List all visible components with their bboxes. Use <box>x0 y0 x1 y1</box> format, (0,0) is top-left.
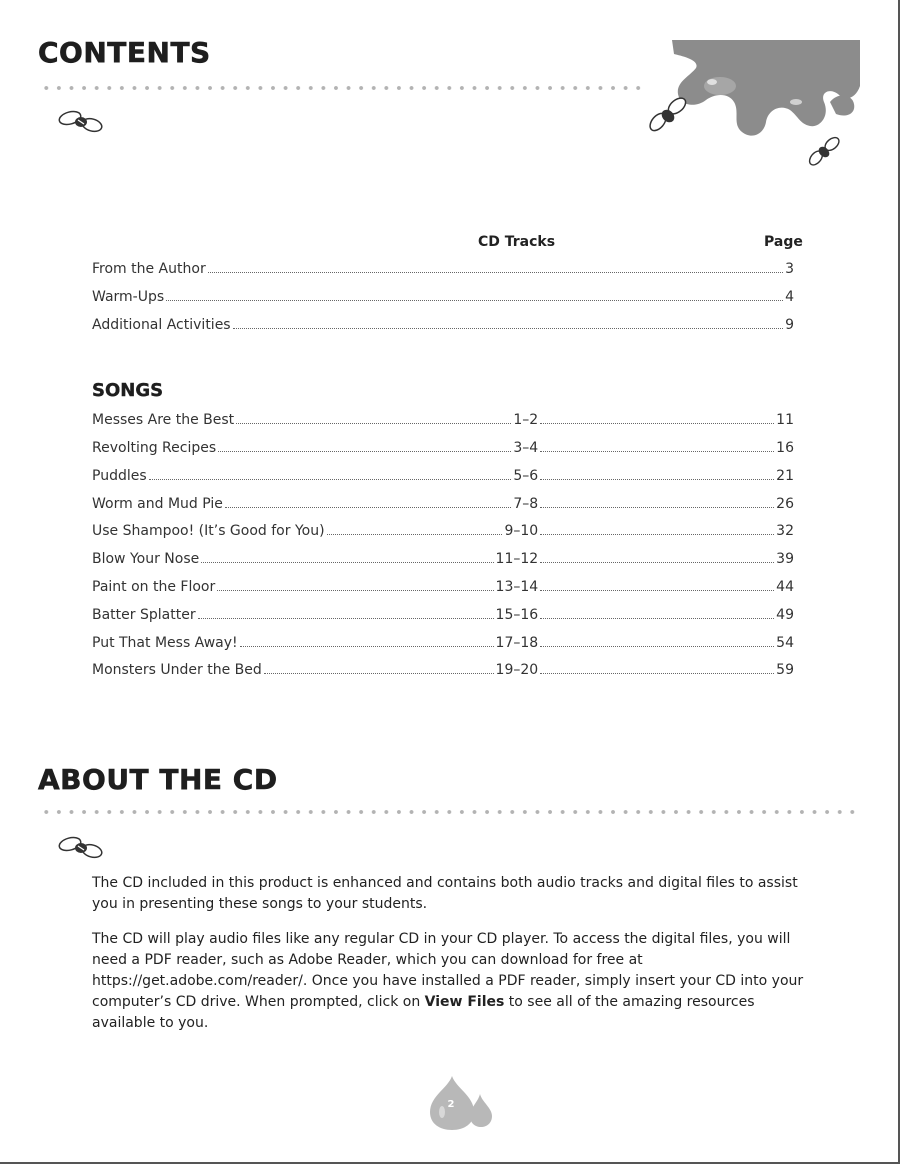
dot-leader <box>540 479 774 480</box>
dot-leader <box>166 300 783 301</box>
view-files-label: View Files <box>424 994 505 1010</box>
song-row <box>92 579 794 599</box>
about-heading: ABOUT THE CD <box>38 763 278 796</box>
song-tracks: 19–20 <box>495 662 539 678</box>
song-title: Use Shampoo! (It’s Good for You) <box>92 523 325 539</box>
about-dotted-rule <box>40 810 860 814</box>
toc-row <box>92 317 794 337</box>
fly-icon <box>56 108 104 136</box>
about-paragraph-2 <box>92 929 812 1034</box>
dot-leader <box>540 646 774 647</box>
song-tracks: 11–12 <box>495 551 539 567</box>
toc-row <box>92 289 794 309</box>
song-page: 21 <box>776 468 794 484</box>
song-row <box>92 607 794 627</box>
song-page: 44 <box>776 579 794 595</box>
song-tracks: 7–8 <box>513 496 539 512</box>
song-row <box>92 440 794 460</box>
song-tracks: 15–16 <box>495 607 539 623</box>
dot-leader <box>540 562 774 563</box>
contents-dotted-rule <box>40 86 644 90</box>
song-page: 54 <box>776 635 794 651</box>
songs-heading: SONGS <box>92 380 164 401</box>
fly-icon <box>804 132 844 172</box>
song-row <box>92 468 794 488</box>
song-title: Puddles <box>92 468 147 484</box>
dot-leader <box>233 328 783 329</box>
song-page: 49 <box>776 607 794 623</box>
column-header-cd-tracks: CD Tracks <box>478 234 556 250</box>
dot-leader <box>540 423 774 424</box>
fly-icon <box>644 92 692 140</box>
song-title: Blow Your Nose <box>92 551 200 567</box>
song-title: Messes Are the Best <box>92 412 235 428</box>
song-page: 11 <box>776 412 794 428</box>
dot-leader <box>201 562 493 563</box>
toc-title: From the Author <box>92 261 206 277</box>
dot-leader <box>149 479 512 480</box>
dot-leader <box>208 272 783 273</box>
dot-leader <box>225 507 511 508</box>
contents-heading: CONTENTS <box>38 36 211 69</box>
song-title: Paint on the Floor <box>92 579 216 595</box>
song-tracks: 9–10 <box>504 523 539 539</box>
song-tracks: 13–14 <box>495 579 539 595</box>
column-header-page: Page <box>764 234 803 250</box>
song-tracks: 1–2 <box>513 412 539 428</box>
dot-leader <box>218 451 511 452</box>
song-title: Batter Splatter <box>92 607 196 623</box>
dot-leader <box>217 590 493 591</box>
song-tracks: 17–18 <box>495 635 539 651</box>
fly-icon <box>56 834 104 862</box>
toc-title: Warm-Ups <box>92 289 165 305</box>
toc-page: 3 <box>785 261 794 277</box>
dot-leader <box>540 451 774 452</box>
toc-page: 4 <box>785 289 794 305</box>
song-row <box>92 551 794 571</box>
song-title: Put That Mess Away! <box>92 635 238 651</box>
page-number: 2 <box>447 1099 455 1110</box>
dot-leader <box>540 618 774 619</box>
dot-leader <box>198 618 494 619</box>
song-row <box>92 412 794 432</box>
dot-leader <box>240 646 494 647</box>
song-tracks: 5–6 <box>513 468 539 484</box>
dot-leader <box>540 673 774 674</box>
song-title: Revolting Recipes <box>92 440 217 456</box>
dot-leader <box>327 534 503 535</box>
song-row <box>92 662 794 682</box>
dot-leader <box>264 673 494 674</box>
dot-leader <box>540 507 774 508</box>
song-page: 59 <box>776 662 794 678</box>
song-row <box>92 635 794 655</box>
song-page: 39 <box>776 551 794 567</box>
song-tracks: 3–4 <box>513 440 539 456</box>
song-title: Worm and Mud Pie <box>92 496 223 512</box>
dot-leader <box>236 423 511 424</box>
dot-leader <box>540 590 774 591</box>
about-paragraph-1: The CD included in this product is enhanced and contains both audio tracks and digital files to assist you in presenting these songs to your students. <box>92 875 798 912</box>
song-page: 16 <box>776 440 794 456</box>
song-page: 26 <box>776 496 794 512</box>
song-row <box>92 523 794 543</box>
toc-title: Additional Activities <box>92 317 231 333</box>
song-page: 32 <box>776 523 794 539</box>
about-paragraph-2-text: The CD will play audio files like any regular CD in your CD player. To access the digital files, you will need a PDF reader, such as Adobe Reader, which you can download for free at https://get.adobe.com/reader/. Once you have installed a PDF reader, simply insert your CD into your computer’s CD drive. When prompted, click on <box>92 931 804 1010</box>
dot-leader <box>540 534 774 535</box>
toc-page: 9 <box>785 317 794 333</box>
toc-row <box>92 261 794 281</box>
song-title: Monsters Under the Bed <box>92 662 262 678</box>
song-row <box>92 496 794 516</box>
about-paragraph-2-end: to see all of the amazing resources available to you. <box>92 994 755 1031</box>
